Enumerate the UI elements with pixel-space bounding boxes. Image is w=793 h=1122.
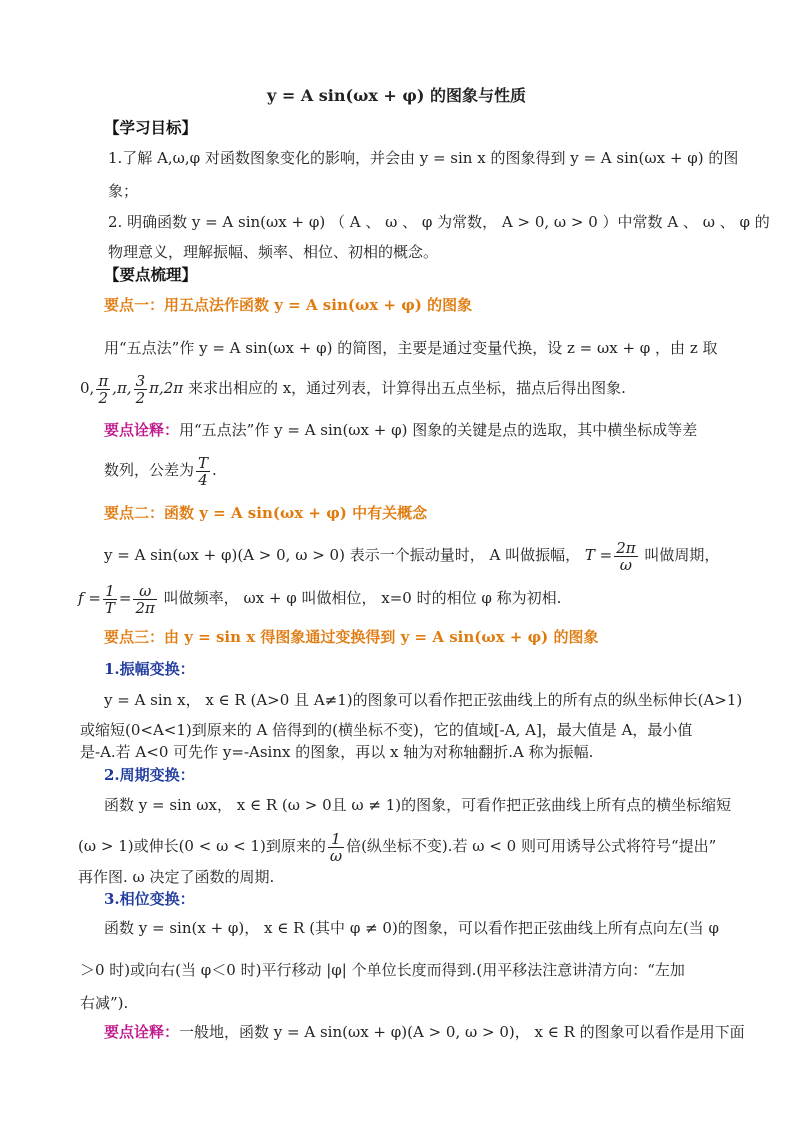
point-1-note-2: 数列，公差为 $\frac{T}{4}$ .	[104, 453, 217, 489]
goal-2-line-2: 物理意义，理解振幅、频率、相位、初相的概念。	[108, 243, 439, 261]
point-1-text-2: 0, $\frac{\pi}{2}$ ,π, $\frac{3}{2}$ π,2π 来求出相应的 x，通过列表，计算得出五点坐标，描点后得出图象.	[80, 371, 626, 407]
amplitude-transform-heading: 1.振幅变换：	[104, 660, 195, 678]
period-text-2: (ω > 1)或伸长(0 < ω < 1)到原来的 $\frac{1}{\omega}$ 倍(纵坐标不变).若 ω < 0 则可用诱导公式将符号“提出”	[78, 829, 717, 865]
point-1-note: 要点诠释：用“五点法”作 y = A sin(ωx + φ) 图象的关键是点的选取，其中横坐标成等差	[104, 421, 698, 439]
fraction-period: $\frac{2\pi}{\omega}$	[616, 538, 636, 574]
section-key-points: 【要点梳理】	[104, 265, 198, 284]
section-learning-goals: 【学习目标】	[104, 118, 198, 137]
fraction-1-over-omega: $\frac{1}{\omega}$	[329, 829, 343, 865]
fraction-t-over-4: $\frac{T}{4}$	[198, 453, 209, 489]
point-1-text-1: 用“五点法”作 y = A sin(ωx + φ) 的简图，主要是通过变量代换，设 z = ωx + φ ，由 z 取	[104, 339, 718, 357]
phase-transform-heading: 3.相位变换：	[104, 890, 195, 908]
period-transform-heading: 2.周期变换：	[104, 766, 195, 784]
amplitude-text-1: y = A sin x， x ∈ R (A>0 且 A≠1)的图象可以看作把正弦曲线上的所有点的纵坐标伸长(A>1)	[104, 691, 743, 709]
goal-2-line-1: 2. 明确函数 y = A sin(ωx + φ) （ A 、 ω 、 φ 为常数， A > 0, ω > 0 ）中常数 A 、 ω 、 φ 的	[108, 213, 770, 231]
period-text-1: 函数 y = sin ωx， x ∈ R (ω > 0且 ω ≠ 1)的图象，可看作把正弦曲线上所有点的横坐标缩短	[104, 796, 732, 814]
phase-text-2: ＞0 时)或向右(当 φ＜0 时)平行移动 |φ| 个单位长度而得到.(用平移法注意讲清方向：“左加	[80, 961, 685, 979]
point-3-heading: 要点三：由 y = sin x 得图象通过变换得到 y = A sin(ωx + φ) 的图象	[104, 628, 599, 646]
point-2-heading: 要点二：函数 y = A sin(ωx + φ) 中有关概念	[104, 504, 428, 522]
amplitude-text-3: 是-A.若 A<0 可先作 y=-Asinx 的图象，再以 x 轴为对称轴翻折.A 称为振幅.	[80, 743, 594, 761]
period-text-3: 再作图. ω 决定了函数的周期.	[78, 868, 275, 886]
amplitude-text-2: 或缩短(0<A<1)到原来的 A 倍得到的(横坐标不变)，它的值域[-A, A]，最大值是 A，最小值	[80, 721, 693, 739]
five-point-values: 0, $\frac{\pi}{2}$ ,π, $\frac{3}{2}$ π,2π	[80, 371, 184, 407]
fraction-pi-over-2: $\frac{\pi}{2}$	[98, 371, 109, 407]
phase-text-1: 函数 y = sin(x + φ)， x ∈ R (其中 φ ≠ 0)的图象，可以看作把正弦曲线上所有点向左(当 φ	[104, 919, 719, 937]
fraction-3-over-2: $\frac{3}{2}$	[135, 371, 146, 407]
page-title: y = A sin(ωx + φ) 的图象与性质	[266, 86, 527, 105]
fraction-1-over-t: $\frac{1}{T}$	[104, 581, 115, 617]
goal-1-line-2: 象；	[108, 182, 139, 200]
point-1-heading: 要点一：用五点法作函数 y = A sin(ωx + φ) 的图象	[104, 296, 473, 314]
phase-text-3: 右减”).	[80, 994, 129, 1012]
point-2-text-1: y = A sin(ωx + φ)(A > 0, ω > 0) 表示一个振动量时， A 叫做振幅， T = $\frac{2\pi}{\omega}$ 叫做周期，	[104, 538, 720, 574]
goal-1-line-1: 1.了解 A,ω,φ 对函数图象变化的影响，并会由 y = sin x 的图象得到 y = A sin(ωx + φ) 的图	[108, 149, 739, 167]
point-2-text-2: f = $\frac{1}{T}$ = $\frac{\omega}{2\pi}$ 叫做频率， ωx + φ 叫做相位， x=0 时的相位 φ 称为初相.	[78, 581, 562, 617]
fraction-omega-over-2pi: $\frac{\omega}{2\pi}$	[135, 581, 155, 617]
point-3-note: 要点诠释：一般地，函数 y = A sin(ωx + φ)(A > 0, ω > 0)， x ∈ R 的图象可以看作是用下面	[104, 1023, 745, 1041]
